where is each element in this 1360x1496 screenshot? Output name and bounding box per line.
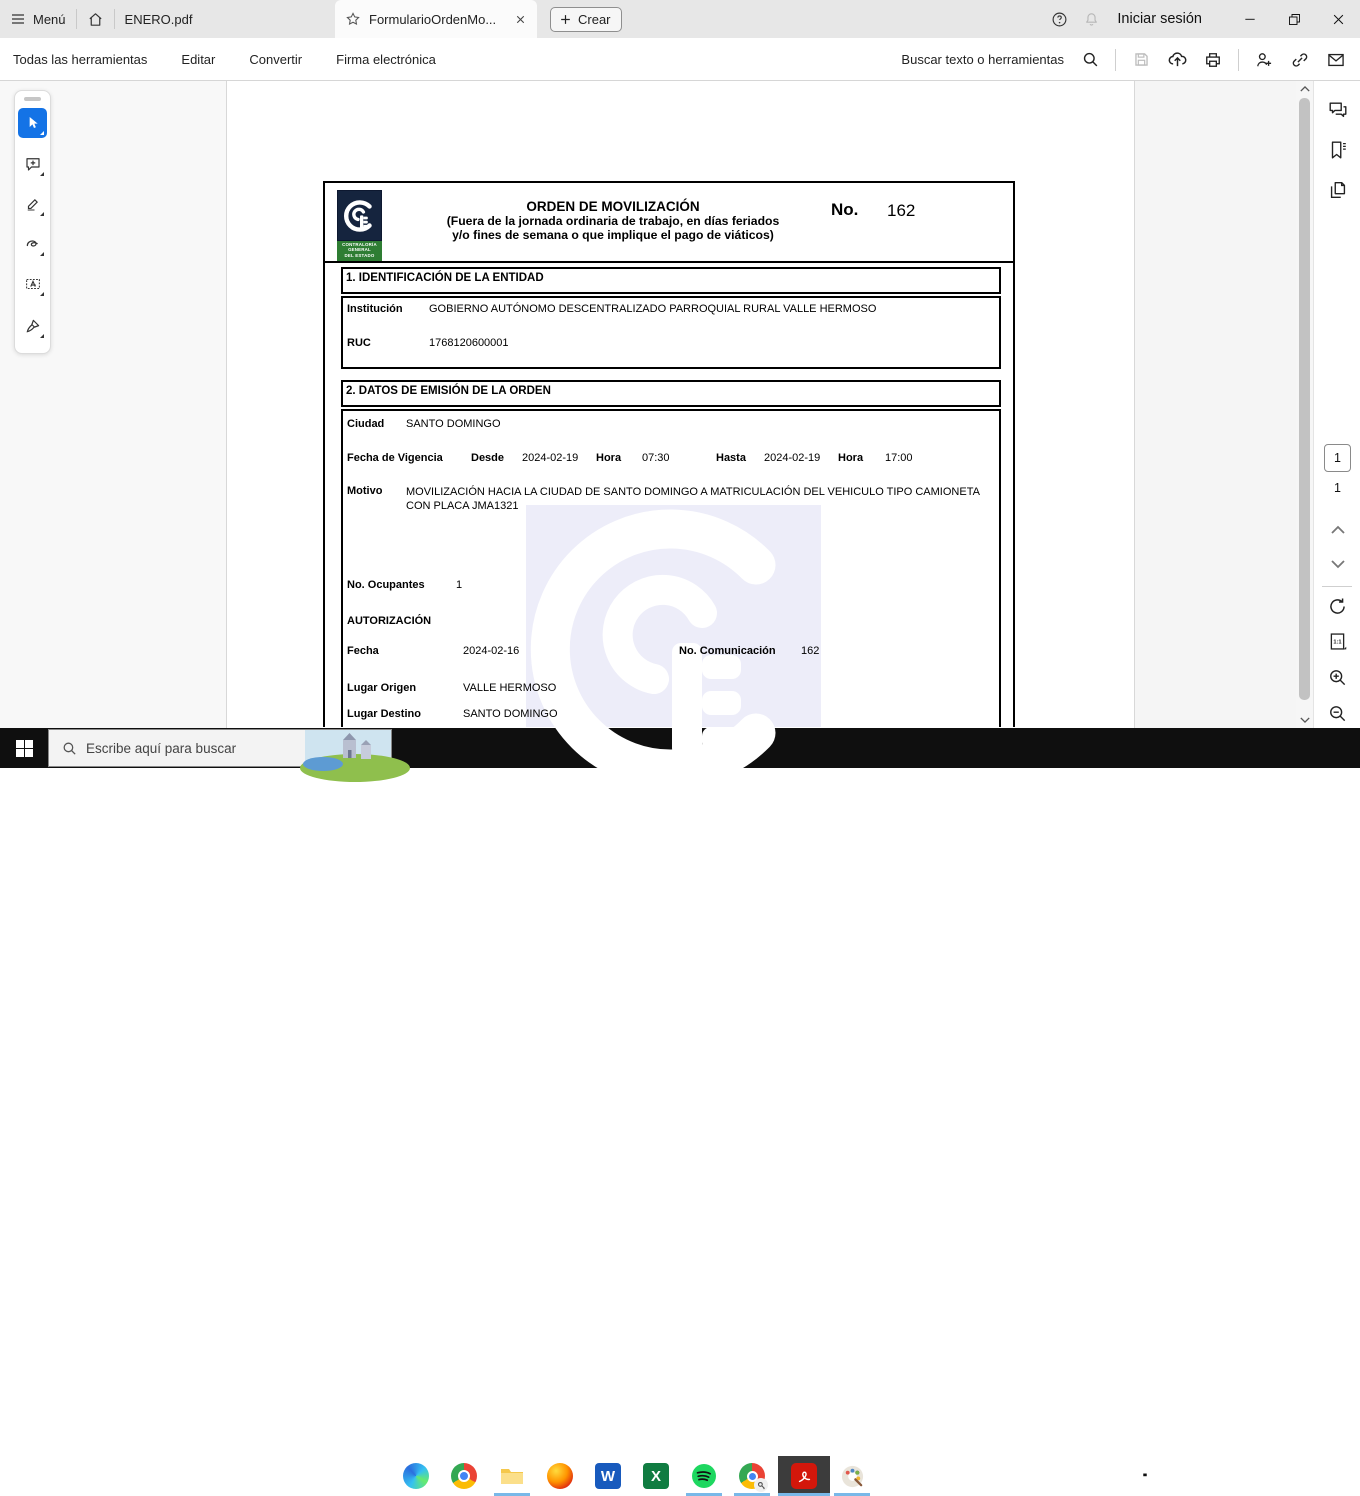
home-button[interactable] xyxy=(77,0,114,38)
restore-button[interactable] xyxy=(1272,0,1316,38)
drag-handle[interactable] xyxy=(24,97,41,101)
chrome-icon xyxy=(451,1463,477,1489)
cloud-upload-icon xyxy=(1167,49,1188,70)
hora2-label: Hora xyxy=(838,452,864,464)
section2-title: 2. DATOS DE EMISIÓN DE LA ORDEN xyxy=(346,385,551,397)
menu-button[interactable] xyxy=(0,0,76,38)
hasta-label: Hasta xyxy=(716,452,746,464)
search-button[interactable] xyxy=(1074,44,1106,76)
share-link-button[interactable] xyxy=(1284,44,1316,76)
menu-all-tools[interactable]: Todas las herramientas xyxy=(13,51,148,67)
profile-badge xyxy=(754,1478,768,1492)
cge-logo xyxy=(337,190,382,261)
hamburger-icon xyxy=(10,11,26,27)
origen-label: Lugar Origen xyxy=(347,682,417,694)
envelope-icon xyxy=(1326,50,1346,70)
close-window-button[interactable] xyxy=(1316,0,1360,38)
cge-logo-text: CONTRALORÍA GENERAL DEL ESTADO xyxy=(337,241,382,261)
hasta-value: 2024-02-19 xyxy=(764,452,821,464)
form-title: ORDEN DE MOVILIZACIÓN xyxy=(526,199,700,214)
signature-pen-icon xyxy=(24,317,42,335)
hora2-value: 17:00 xyxy=(885,452,913,464)
rotate-page-button[interactable] xyxy=(1325,594,1350,619)
upload-cloud-button[interactable] xyxy=(1161,44,1193,76)
vigencia-label: Fecha de Vigencia xyxy=(347,452,443,464)
menu-label: Menú xyxy=(33,11,66,27)
taskbar-edge[interactable] xyxy=(396,1456,436,1496)
taskbar-excel[interactable] xyxy=(636,1456,676,1496)
menu-esign[interactable]: Firma electrónica xyxy=(336,51,436,67)
draw-tool-button[interactable] xyxy=(18,229,47,259)
taskbar-chrome-profile[interactable] xyxy=(732,1456,772,1496)
divider xyxy=(1115,49,1116,71)
origen-value: VALLE HERMOSO xyxy=(463,682,557,694)
marker-icon xyxy=(24,195,42,213)
divider xyxy=(1238,49,1239,71)
scroll-down-arrow[interactable] xyxy=(1296,712,1313,728)
institucion-label: Institución xyxy=(347,303,403,315)
save-button[interactable] xyxy=(1125,44,1157,76)
system-tray xyxy=(1105,1456,1360,1496)
ruc-label: RUC xyxy=(347,337,371,349)
search-icon xyxy=(61,740,78,757)
tab-formulario-label: FormularioOrdenMo... xyxy=(369,11,497,27)
next-page-button[interactable] xyxy=(1325,551,1350,576)
form-header-rule xyxy=(323,261,1015,263)
institucion-value: GOBIERNO AUTÓNOMO DESCENTRALIZADO PARROQUIAL RURAL VALLE HERMOSO xyxy=(429,303,877,315)
acrobat-icon xyxy=(791,1463,817,1489)
excel-icon: X xyxy=(643,1463,669,1489)
search-box-art[interactable] xyxy=(305,730,391,766)
ciudad-label: Ciudad xyxy=(347,418,385,430)
cge-logo-mark xyxy=(337,190,382,241)
menu-edit[interactable]: Editar xyxy=(181,51,216,67)
word-icon: W xyxy=(595,1463,621,1489)
page-total-label: 1 xyxy=(1334,481,1341,495)
desde-value: 2024-02-19 xyxy=(522,452,579,464)
minimize-icon xyxy=(1243,12,1257,26)
comunicacion-label: No. Comunicación xyxy=(679,645,776,657)
start-button[interactable] xyxy=(0,728,48,768)
help-button[interactable] xyxy=(1043,0,1075,38)
right-tools-panel xyxy=(1313,81,1360,728)
quick-tools-panel xyxy=(14,90,51,354)
action-center-button[interactable] xyxy=(1320,1456,1360,1496)
close-icon xyxy=(1331,12,1346,27)
destino-label: Lugar Destino xyxy=(347,708,421,720)
zoom-in-button[interactable] xyxy=(1325,665,1350,690)
cursor-icon xyxy=(25,115,41,131)
print-button[interactable] xyxy=(1197,44,1229,76)
taskbar-word[interactable] xyxy=(588,1456,628,1496)
clock[interactable] xyxy=(1247,1461,1320,1491)
divider xyxy=(1322,586,1352,587)
page-display-button[interactable] xyxy=(1325,629,1350,654)
form-subtitle-1: (Fuera de la jornada ordinaria de trabajo, en días feriados xyxy=(446,214,780,228)
save-icon xyxy=(1132,50,1151,69)
tray-network-icon[interactable] xyxy=(1155,1456,1180,1496)
clock-time: 09:46 xyxy=(1268,1461,1299,1475)
right-gutter xyxy=(1135,81,1296,728)
notifications-button[interactable] xyxy=(1075,0,1107,38)
highlight-tool-button[interactable] xyxy=(18,189,47,219)
tab-enero-pdf[interactable] xyxy=(115,0,203,38)
autorizacion-title: AUTORIZACIÓN xyxy=(347,615,432,627)
plus-icon xyxy=(559,13,572,26)
tray-hidden-icons-button[interactable] xyxy=(1105,1456,1130,1496)
folder-icon xyxy=(499,1463,525,1489)
home-icon xyxy=(87,11,104,28)
share-people-button[interactable] xyxy=(1248,44,1280,76)
sign-in-button[interactable]: Iniciar sesión xyxy=(1117,11,1202,27)
minimize-button[interactable] xyxy=(1228,0,1272,38)
tools-bar xyxy=(0,38,1360,81)
create-label: Crear xyxy=(578,12,611,27)
email-button[interactable] xyxy=(1320,44,1352,76)
bookmark-icon xyxy=(1327,139,1349,161)
printer-icon xyxy=(1203,50,1223,70)
comments-panel-button[interactable] xyxy=(1325,97,1350,122)
pages-icon xyxy=(1327,179,1349,201)
motivo-label: Motivo xyxy=(347,485,383,497)
tray-capture-icon[interactable] xyxy=(1130,1456,1155,1496)
pdf-page xyxy=(226,81,1135,728)
form-number-value: 162 xyxy=(887,201,916,220)
taskbar-spotify[interactable] xyxy=(684,1456,724,1496)
fecha-label: Fecha xyxy=(347,645,379,657)
search-tools-label[interactable]: Buscar texto o herramientas xyxy=(901,52,1064,67)
taskbar-acrobat-active[interactable] xyxy=(778,1456,830,1496)
star-icon[interactable] xyxy=(345,11,361,27)
hora1-value: 07:30 xyxy=(642,452,670,464)
menu-convert[interactable]: Convertir xyxy=(249,51,303,67)
firefox-icon xyxy=(547,1463,573,1489)
bell-icon xyxy=(1083,11,1100,28)
spotify-icon xyxy=(691,1463,717,1489)
rotate-icon xyxy=(1327,596,1348,617)
select-tool-button[interactable] xyxy=(18,108,47,138)
text-box-icon xyxy=(24,275,42,293)
ocupantes-value: 1 xyxy=(456,579,463,591)
chrome-profile-icon xyxy=(739,1463,765,1489)
ocupantes-label: No. Ocupantes xyxy=(347,579,425,591)
vertical-scrollbar[interactable] xyxy=(1296,81,1313,728)
close-tab-icon[interactable] xyxy=(514,13,527,26)
clock-date: 23/2/2024 xyxy=(1256,1476,1310,1490)
paint-icon xyxy=(840,1464,865,1489)
motivo-value: MOVILIZACIÓN HACIA LA CIUDAD DE SANTO DOMINGO A MATRICULACIÓN DEL VEHICULO TIPO CAMIONETA CON PLACA JMA1321 xyxy=(406,486,980,512)
restore-icon xyxy=(1287,12,1302,27)
edge-icon xyxy=(403,1463,429,1489)
tab-enero-label: ENERO.pdf xyxy=(124,11,193,27)
help-icon xyxy=(1051,11,1068,28)
fecha-value: 2024-02-16 xyxy=(463,645,520,657)
form-title-block xyxy=(413,199,813,242)
taskbar-search-placeholder: Escribe aquí para buscar xyxy=(86,740,237,756)
bookmarks-panel-button[interactable] xyxy=(1325,137,1350,162)
actual-size-icon xyxy=(1327,631,1348,652)
taskbar-explorer[interactable] xyxy=(492,1456,532,1496)
ciudad-value: SANTO DOMINGO xyxy=(406,418,501,430)
taskbar-search-box[interactable] xyxy=(48,729,392,767)
create-button[interactable] xyxy=(550,7,622,32)
windows-logo-icon xyxy=(16,740,33,757)
scroll-up-arrow[interactable] xyxy=(1296,81,1313,97)
section1-title: 1. IDENTIFICACIÓN DE LA ENTIDAD xyxy=(346,272,544,284)
form-subtitle-2: y/o fines de semana o que implique el pago de viáticos) xyxy=(452,228,774,242)
hora1-label: Hora xyxy=(596,452,622,464)
text-box-tool-button[interactable] xyxy=(18,269,47,299)
page-number-input[interactable]: 1 xyxy=(1324,444,1351,472)
comment-plus-icon xyxy=(24,155,42,173)
form-number-label: No. xyxy=(831,200,859,219)
tray-volume-icon[interactable] xyxy=(1180,1456,1205,1496)
comunicacion-value: 162 xyxy=(801,645,820,657)
add-person-icon xyxy=(1254,50,1274,70)
tab-formulario-active[interactable] xyxy=(335,0,537,38)
comment-tool-button[interactable] xyxy=(18,149,47,179)
sign-tool-button[interactable] xyxy=(18,311,47,341)
zoom-in-icon xyxy=(1327,667,1348,688)
zoom-out-icon xyxy=(1327,703,1348,724)
taskbar-paint[interactable] xyxy=(832,1456,872,1496)
taskbar-chrome[interactable] xyxy=(444,1456,484,1496)
search-icon xyxy=(1081,50,1100,69)
svg-text:1:1: 1:1 xyxy=(1333,639,1342,646)
destino-value: SANTO DOMINGO xyxy=(463,708,558,720)
comments-icon xyxy=(1327,99,1349,121)
draw-squiggle-icon xyxy=(24,235,42,253)
link-icon xyxy=(1290,50,1310,70)
scrollbar-thumb[interactable] xyxy=(1299,98,1310,700)
desde-label: Desde xyxy=(471,452,505,464)
page-thumbnails-button[interactable] xyxy=(1325,177,1350,202)
title-bar xyxy=(0,0,1360,38)
previous-page-button[interactable] xyxy=(1325,517,1350,542)
language-indicator[interactable]: ESP xyxy=(1212,1468,1239,1484)
taskbar-firefox[interactable] xyxy=(540,1456,580,1496)
zoom-out-button[interactable] xyxy=(1325,701,1350,726)
ruc-value: 1768120600001 xyxy=(429,337,509,349)
